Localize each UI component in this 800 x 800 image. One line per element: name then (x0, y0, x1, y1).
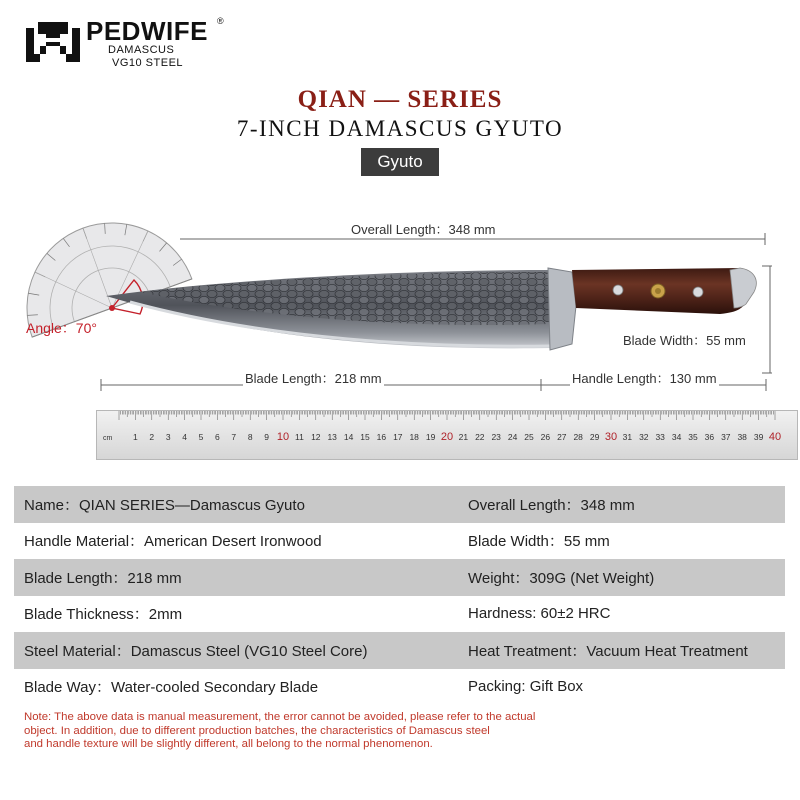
spec-row (14, 486, 785, 523)
ruler-number: 35 (688, 432, 698, 442)
note-line-1: Note: The above data is manual measurement, the error cannot be avoided, please refer to the actual (24, 711, 536, 723)
spec-row (14, 632, 785, 669)
spec-row (14, 559, 785, 596)
brand-name: PEDWIFE (86, 16, 208, 46)
ruler-number: 21 (458, 432, 469, 442)
ruler-number: 36 (704, 432, 715, 442)
blade-width-label: Blade Width：55 mm (623, 333, 746, 348)
ruler-number: 25 (524, 432, 534, 442)
ruler-number: 17 (393, 432, 403, 442)
spec-weight: Weight：309G (Net Weight) (468, 569, 655, 587)
spec-row (14, 596, 785, 633)
ruler-number: 3 (165, 432, 171, 442)
ruler-number: 11 (294, 432, 304, 442)
spec-blade-length: Blade Length：218 mm (24, 569, 182, 587)
ruler-number: 38 (737, 432, 747, 442)
ruler-number: 18 (409, 432, 419, 442)
knife-image (100, 258, 760, 370)
spec-handle-material: Handle Material：American Desert Ironwood (24, 533, 322, 551)
spec-blade-width: Blade Width：55 mm (468, 533, 610, 551)
spec-table (14, 486, 785, 705)
ruler-scale (97, 411, 797, 459)
ruler-number: 19 (425, 432, 436, 442)
ruler-number: 40 (768, 431, 782, 443)
spec-blade-thickness: Blade Thickness：2mm (24, 606, 183, 624)
handle-length-label: Handle Length：130 mm (570, 368, 719, 387)
ruler-number: 31 (622, 432, 633, 442)
ruler-number: 2 (149, 432, 155, 442)
product-title: 7-INCH DAMASCUS GYUTO (236, 116, 564, 141)
ruler-number: 32 (639, 432, 649, 442)
brand-line-steel: VG10 STEEL (112, 57, 184, 69)
ruler-number: 33 (655, 432, 665, 442)
ruler-number: 30 (604, 431, 618, 443)
ruler-number: 23 (491, 432, 501, 442)
ruler-number: 16 (376, 432, 387, 442)
brand-mark-icon (24, 16, 82, 64)
ruler-unit-label: cm (103, 435, 113, 442)
ruler-number: 24 (507, 432, 518, 442)
ruler-number: 1 (133, 432, 138, 442)
note-line-3: and handle texture will be slightly different, all belong to the normal phenomenon. (24, 738, 433, 750)
ruler-number: 5 (198, 432, 204, 442)
ruler-number: 12 (311, 432, 321, 442)
measurement-note (24, 711, 584, 752)
ruler-number: 37 (721, 432, 731, 442)
ruler-number: 34 (671, 432, 682, 442)
ruler-number: 29 (589, 432, 600, 442)
brand-line-damascus: DAMASCUS (108, 44, 175, 56)
ruler-number: 9 (264, 432, 269, 442)
spec-overall-length: Overall Length：348 mm (468, 496, 635, 514)
type-badge: Gyuto (361, 148, 439, 176)
blade-width-line (760, 265, 776, 375)
spec-row (14, 523, 785, 560)
ruler-number: 27 (557, 432, 567, 442)
spec-name: Name：QIAN SERIES—Damascus Gyuto (24, 496, 305, 514)
spec-packing: Packing: Gift Box (468, 678, 584, 696)
ruler-number: 26 (540, 432, 551, 442)
ruler-number: 7 (231, 432, 237, 442)
ruler-number: 6 (215, 432, 220, 442)
spec-hardness: Hardness: 60±2 HRC (468, 605, 611, 623)
note-line-2: object. In addition, due to different production batches, the characteristics of Damascus steel (24, 724, 490, 737)
ruler-number: 39 (753, 432, 764, 442)
ruler-number: 14 (343, 432, 354, 442)
ruler-number: 22 (475, 432, 485, 442)
ruler-number: 13 (327, 432, 337, 442)
ruler-number: 28 (573, 432, 583, 442)
ruler (96, 410, 798, 460)
ruler-number: 20 (440, 431, 454, 443)
overall-length-label: Overall Length：348 mm (349, 219, 498, 238)
registered-mark: ® (217, 16, 224, 26)
spec-heat-treatment: Heat Treatment：Vacuum Heat Treatment (468, 642, 748, 660)
blade-length-label: Blade Length：218 mm (243, 368, 384, 387)
ruler-number: 8 (247, 432, 253, 442)
series-title: QIAN — SERIES (297, 86, 503, 113)
spec-blade-way: Blade Way：Water-cooled Secondary Blade (24, 679, 319, 697)
spec-steel-material: Steel Material：Damascus Steel (VG10 Steel Core) (24, 642, 368, 660)
ruler-number: 15 (360, 432, 370, 442)
spec-row (14, 669, 785, 706)
ruler-number: 4 (182, 432, 187, 442)
angle-label: Angle：70° (26, 320, 97, 336)
brand-logo (24, 14, 224, 70)
ruler-number: 10 (276, 431, 290, 443)
